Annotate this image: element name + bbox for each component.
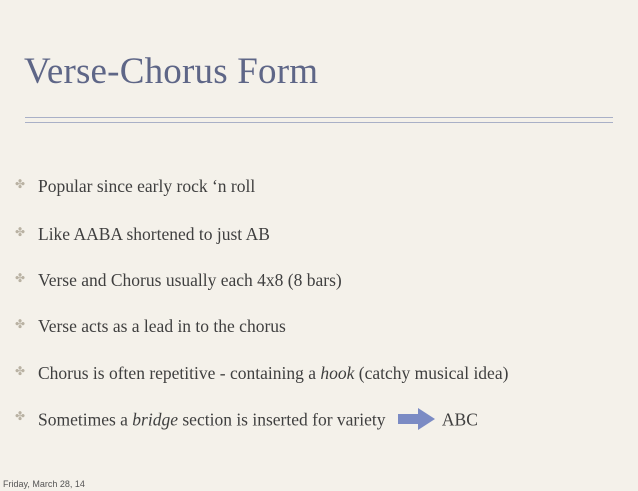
bullet-text-before: Chorus is often repetitive - containing a bbox=[38, 363, 321, 383]
bullet-text-after: section is inserted for variety bbox=[178, 409, 386, 430]
bullet-item-5 bbox=[15, 363, 509, 384]
bullet-item-6 bbox=[15, 408, 478, 435]
bullet-item-4 bbox=[15, 316, 286, 337]
bullet-emphasis: bridge bbox=[132, 409, 178, 430]
slide-title: Verse-Chorus Form bbox=[24, 51, 319, 92]
footer-date: Friday, March 28, 14 bbox=[3, 479, 85, 489]
bullet-item-1 bbox=[15, 176, 256, 197]
bullet-text-before: Sometimes a bbox=[38, 409, 133, 430]
bullet-item-2 bbox=[15, 224, 270, 245]
bullet-item-3 bbox=[15, 270, 342, 291]
bullet-marker-icon: ✤ bbox=[15, 177, 26, 191]
bullet-text: Verse acts as a lead in to the chorus bbox=[38, 316, 286, 336]
bullet-marker-icon: ✤ bbox=[15, 271, 26, 285]
bullet-text-after: (catchy musical idea) bbox=[354, 363, 509, 383]
bullet-text: Verse and Chorus usually each 4x8 (8 bars) bbox=[38, 270, 342, 290]
arrow-target-label: ABC bbox=[441, 409, 478, 430]
bullet-text: Popular since early rock ‘n roll bbox=[38, 176, 256, 196]
bullet-marker-icon: ✤ bbox=[15, 317, 26, 331]
bullet-marker-icon: ✤ bbox=[15, 225, 26, 239]
bullet-marker-icon: ✤ bbox=[15, 364, 26, 378]
bullet-marker-icon: ✤ bbox=[15, 409, 26, 423]
bullet-text: Like AABA shortened to just AB bbox=[38, 224, 270, 244]
right-arrow-icon bbox=[398, 408, 436, 435]
bullet-emphasis: hook bbox=[320, 363, 355, 383]
